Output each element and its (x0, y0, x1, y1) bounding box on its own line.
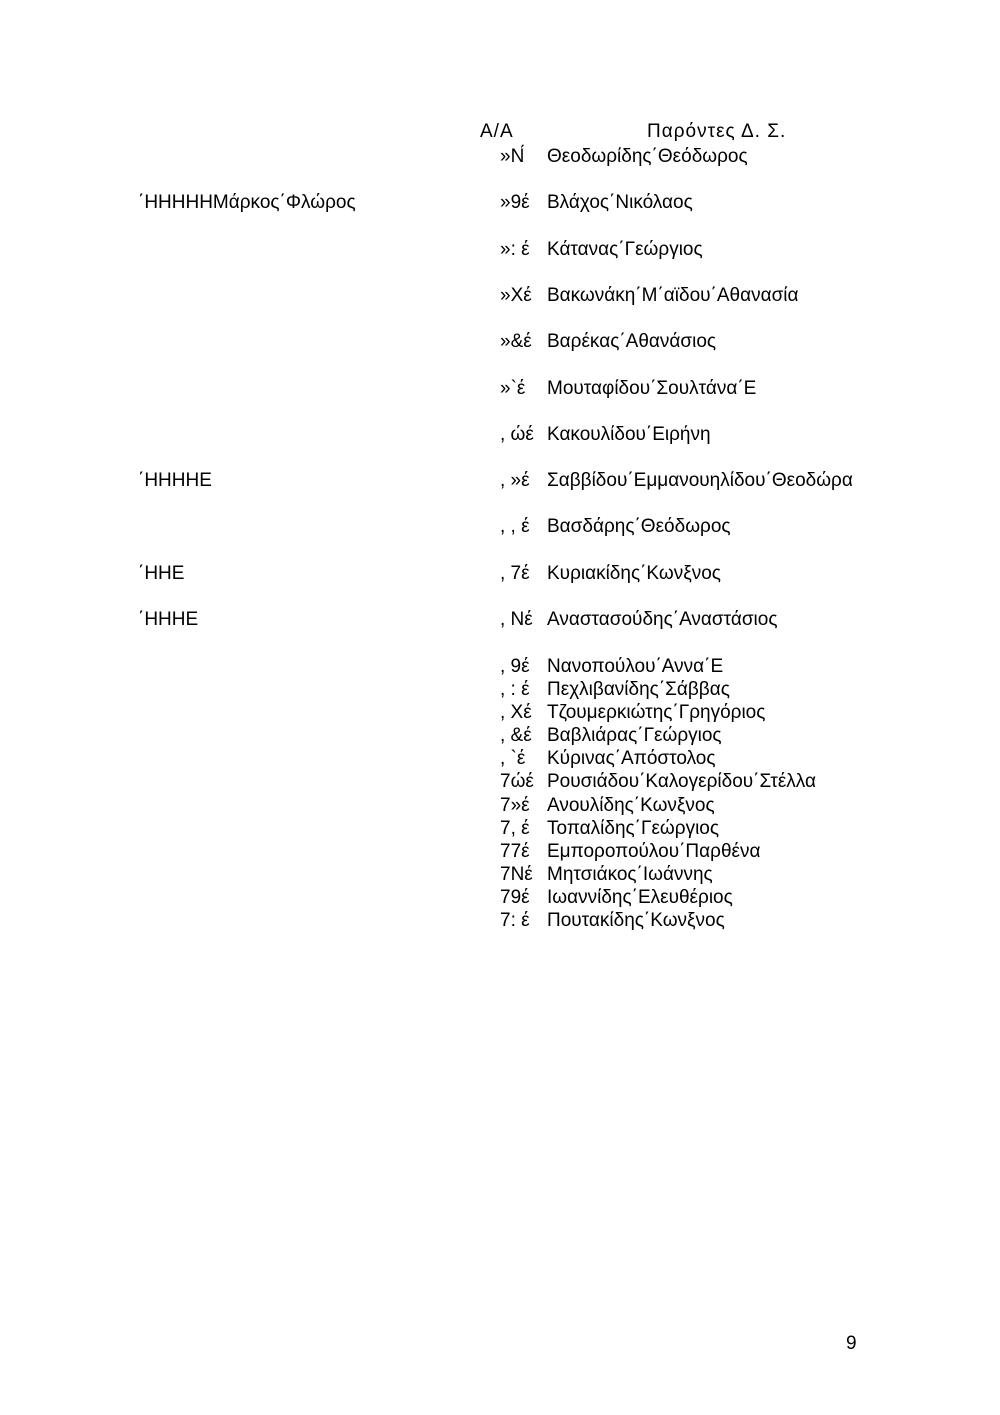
row-number: »Χέ (500, 285, 532, 306)
row-number: 7Νέ (500, 864, 533, 885)
member-name: Κύρινας΄Απόστολος (547, 748, 716, 769)
list-item (0, 701, 1000, 725)
list-item (0, 747, 1000, 771)
row-number: , »έ (500, 470, 530, 491)
row-number: 7ώέ (500, 771, 534, 792)
list-item (0, 724, 1000, 748)
member-name: Βασδάρης΄Θεόδωρος (547, 516, 731, 537)
row-number: , Νέ (500, 609, 533, 630)
row-number: 7»έ (500, 795, 530, 816)
row-number: »&έ (500, 331, 532, 352)
list-item (0, 469, 1000, 493)
row-number: , Χέ (500, 702, 532, 723)
member-name: Θεοδωρίδης΄Θεόδωρος (547, 146, 748, 167)
list-item (0, 770, 1000, 794)
row-number: , `έ (500, 748, 526, 769)
list-item (0, 377, 1000, 401)
list-item (0, 145, 1000, 169)
row-number: »: έ (500, 239, 530, 260)
list-item (0, 840, 1000, 864)
row-number: »Ν́ (500, 146, 525, 167)
member-name: Αναστασούδης΄Αναστάσιος (547, 609, 778, 630)
list-item (0, 238, 1000, 262)
member-name: Νανοπούλου΄Αννα΄Ε (547, 656, 724, 677)
row-number: 77έ (500, 841, 530, 862)
member-name: Μουταφίδου΄Σουλτάνα΄Ε (547, 378, 757, 399)
column-header-present-members: Παρόντες Δ. Σ. (647, 121, 787, 142)
row-number: , &έ (500, 725, 532, 746)
member-name: Πεχλιβανίδης΄Σάββας (547, 679, 730, 700)
list-item (0, 678, 1000, 702)
member-name: Κάτανας΄Γεώργιος (547, 239, 703, 260)
list-item (0, 817, 1000, 841)
list-item (0, 515, 1000, 539)
row-number: , 9έ (500, 656, 530, 677)
member-name: Σαββίδου΄Εμμανουηλίδου΄Θεοδώρα (547, 470, 853, 491)
member-name: Τοπαλίδης΄Γεώργιος (547, 818, 720, 839)
row-number: »`έ (500, 378, 526, 399)
left-note: ΄ΗΗΕ (138, 563, 185, 584)
list-item (0, 423, 1000, 447)
member-name: Εμποροπούλου΄Παρθένα (547, 841, 761, 862)
member-name: Βλάχος΄Νικόλαος (547, 192, 693, 213)
member-name: Ρουσιάδου΄Καλογερίδου΄Στέλλα (547, 771, 816, 792)
member-name: Ιωαννίδης΄Ελευθέριος (547, 887, 733, 908)
list-item (0, 794, 1000, 818)
row-number: , 7έ (500, 563, 530, 584)
left-note: ΄ΗΗΗΗΕ (138, 470, 212, 491)
list-item (0, 284, 1000, 308)
list-item (0, 562, 1000, 586)
member-name: Βακωνάκη΄Μ΄αϊδου΄Αθανασία (547, 285, 799, 306)
row-number: , : έ (500, 679, 530, 700)
row-number: 7, έ (500, 818, 530, 839)
member-name: Τζουμερκιώτης΄Γρηγόριος (547, 702, 766, 723)
list-item (0, 909, 1000, 933)
list-item (0, 608, 1000, 632)
row-number: »9έ (500, 192, 530, 213)
list-item (0, 863, 1000, 887)
list-item (0, 191, 1000, 215)
column-header-number: Α/Α (480, 121, 514, 142)
left-note: ΄ΗΗΗΗΗΜάρκος΄Φλώρος (138, 192, 356, 213)
row-number: , ώέ (500, 424, 534, 445)
list-item (0, 330, 1000, 354)
left-note: ΄ΗΗΗΕ (138, 609, 199, 630)
row-number: 7: έ (500, 910, 530, 931)
row-number: , , έ (500, 516, 530, 537)
member-name: Κυριακίδης΄Κωνξνος (547, 563, 721, 584)
member-name: Βαρέκας΄Αθανάσιος (547, 331, 717, 352)
list-item (0, 655, 1000, 679)
member-name: Κακουλίδου΄Ειρήνη (547, 424, 711, 445)
member-name: Ανουλίδης΄Κωνξνος (547, 795, 715, 816)
member-name: Βαβλιάρας΄Γεώργιος (547, 725, 722, 746)
member-name: Μητσιάκος΄Ιωάννης (547, 864, 713, 885)
page-number: 9 (846, 1333, 857, 1354)
list-item (0, 886, 1000, 910)
row-number: 79έ (500, 887, 530, 908)
member-name: Πουτακίδης΄Κωνξνος (547, 910, 725, 931)
